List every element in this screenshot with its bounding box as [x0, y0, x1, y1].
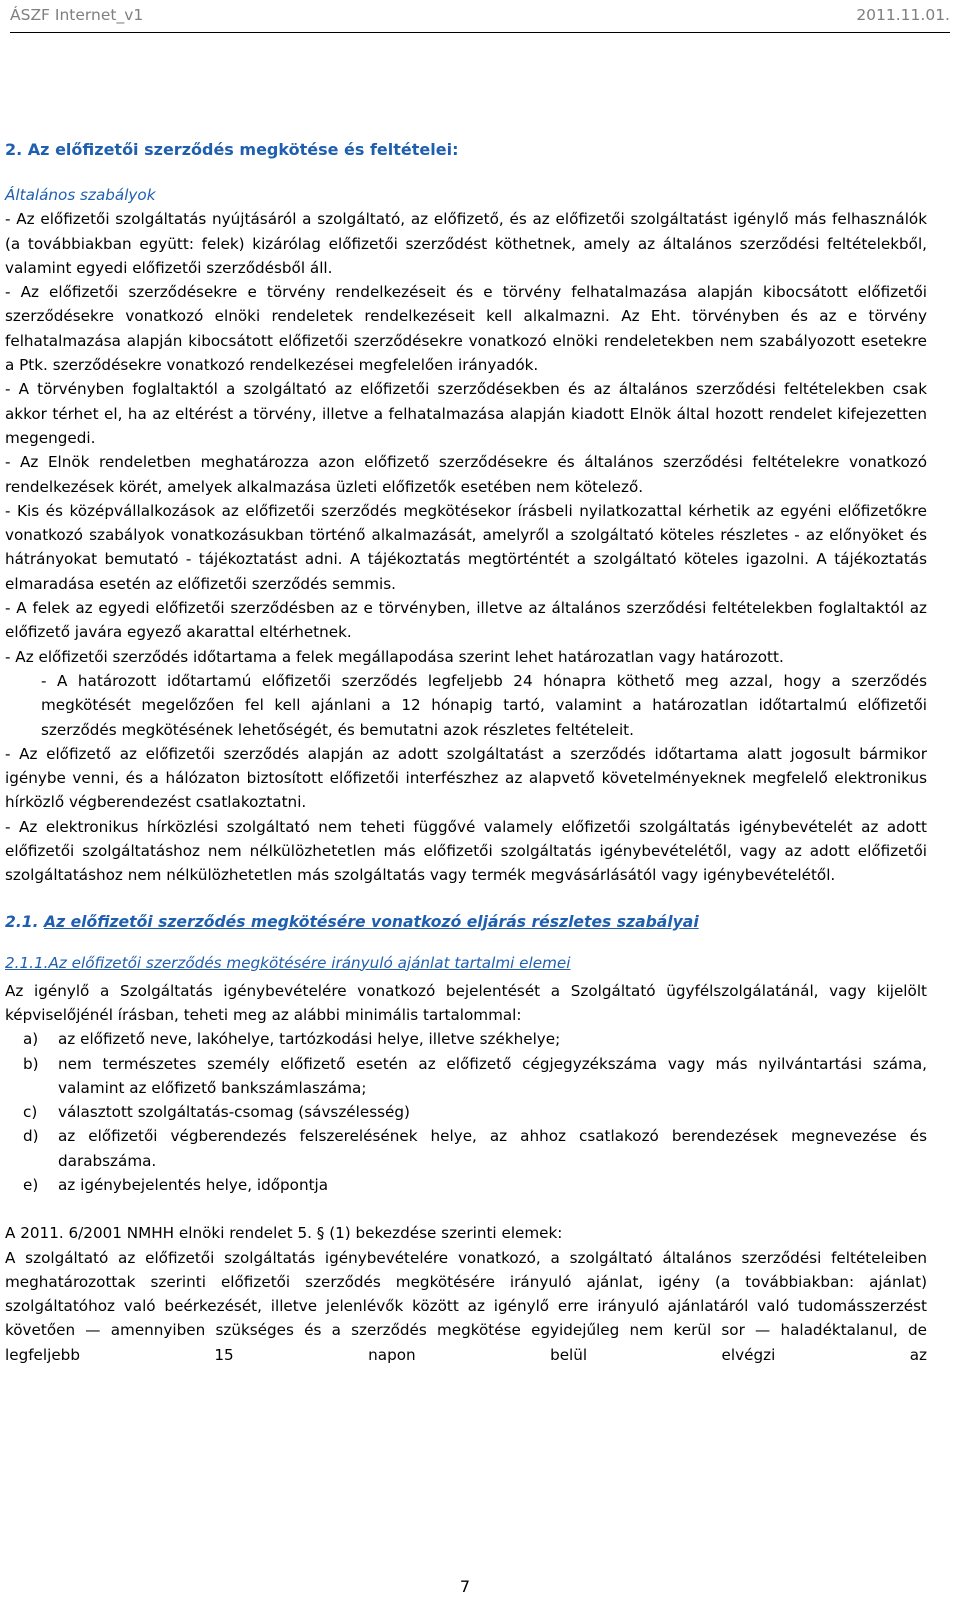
header-date: 2011.11.01. — [856, 6, 950, 24]
section-title: Az előfizetői szerződés megkötése és feltételei: — [27, 140, 459, 159]
paragraph: - Az előfizetői szerződés időtartama a felek megállapodása szerint lehet határozatlan vagy határozott. — [5, 647, 784, 666]
section-number: 2. — [5, 140, 23, 159]
paragraph: - Az előfizetői szolgáltatás nyújtásáról a szolgáltató, az előfizető, és az előfizetői szolgáltatást igénylő más felhasználók (a továbbiakban együtt: felek) kizárólag előfizetői szerződést köthetnek, amely az általános szerződési feltételekből, valamint egyedi előfizetői szerződésből áll. — [5, 210, 927, 277]
list-item — [5, 1100, 927, 1124]
paragraph: - A felek az egyedi előfizetői szerződésben az e törvényben, illetve az általános szerződési feltételekben foglaltaktól az előfizető javára egyező akarattal eltérhetnek. — [5, 599, 927, 642]
spacer — [5, 1197, 927, 1221]
subsubsection-heading: 2.1.1.Az előfizetői szerződés megkötésére irányuló ajánlat tartalmi elemei — [5, 953, 571, 972]
subsection-number: 2.1. — [5, 912, 39, 931]
list-text: nem természetes személy előfizető esetén az előfizető cégjegyzékszáma vagy más nyilvántartási száma, valamint az előfizető bankszámlaszáma; — [58, 1054, 927, 1097]
list-letter: a) — [23, 1030, 39, 1049]
list-text: az igénybejelentés helye, időpontja — [58, 1175, 329, 1194]
intro-paragraph: Az igénylő a Szolgáltatás igénybevételére vonatkozó bejelentését a Szolgáltató ügyfélszolgálatánál, vagy kijelölt képviselőjénél írásban, teheti meg az alábbi minimális tartalommal: — [5, 981, 927, 1024]
list-letter: e) — [23, 1175, 39, 1194]
document-body — [5, 138, 927, 1367]
list-item — [5, 1124, 927, 1173]
list-text: az előfizető neve, lakóhelye, tartózkodási helye, illetve székhelye; — [58, 1030, 561, 1049]
paragraph: - Az előfizető az előfizetői szerződés alapján az adott szolgáltatást a szerződés időtartama alatt jogosult bármikor igénybe venni, és a hálózaton biztosított előfizetői interfészhez az alapvető követelményeknek megfelelő elektronikus hírközlő végberendezést csatlakoztatni. — [5, 744, 927, 812]
paragraph: - A törvényben foglaltaktól a szolgáltató az előfizetői szerződésekben és az általános szerződési feltételekben csak akkor térhet el, ha az eltérést a törvény, illetve a felhatalmazása alapján kiadott Elnök által hozott rendelet kifejezetten megengedi. — [5, 380, 927, 447]
paragraph: - Kis és középvállalkozások az előfizetői szerződés megkötésekor írásbeli nyilatkozattal kérhetik az egyéni előfizetőkre vonatkozó szabályok vonatkozásukban történő alkalmazását, amelyről a szolgáltató köteles részletes - az előnyöket és hátrányokat bemutató - tájékoztatást adni. A tájékoztatás megtörténtét a szolgáltató köteles igazolni. A tájékoztatás elmaradása esetén az előfizetői szerződés semmis. — [5, 501, 927, 593]
list-item — [5, 1052, 927, 1101]
page-header — [10, 2, 950, 33]
header-doc-name: ÁSZF Internet_v1 — [10, 6, 144, 24]
decree-reference: A 2011. 6/2001 NMHH elnöki rendelet 5. § (1) bekezdése szerinti elemek: — [5, 1224, 563, 1243]
subsection-heading — [5, 910, 927, 934]
general-rules-heading: Általános szabályok — [5, 186, 156, 204]
list-item — [5, 1027, 927, 1051]
list-item — [5, 1173, 927, 1197]
list-letter: d) — [23, 1127, 39, 1146]
paragraph: - Az előfizetői szerződésekre e törvény rendelkezéseit és e törvény felhatalmazása alapján kibocsátott előfizetői szerződésekre vonatkozó elnöki rendeletek rendelkezéseit kell alkalmazni. Az Eht. törvényben és az e törvény felhatalmazása alapján kibocsátott előfizetői szerződésekre vonatkozó elnöki rendeletekben nem szabályozott esetekre a Ptk. szerződésekre vonatkozó rendelkezései megfelelően irányadók. — [5, 283, 927, 375]
list-text: választott szolgáltatás-csomag (sávszélesség) — [58, 1103, 410, 1122]
paragraph: - Az Elnök rendeletben meghatározza azon előfizető szerződésekre és általános szerződési feltételekre vonatkozó rendelkezések körét, amelyek alkalmazása üzleti előfizetők esetében nem kötelező. — [5, 453, 927, 496]
subsection-title: Az előfizetői szerződés megkötésére vonatkozó eljárás részletes szabályai — [44, 912, 699, 931]
requirements-list — [5, 1027, 927, 1197]
list-text: az előfizetői végberendezés felszerelésének helye, az ahhoz csatlakozó berendezések megnevezése és darabszáma. — [58, 1127, 927, 1170]
indented-paragraph: - A határozott időtartamú előfizetői szerződés legfeljebb 24 hónapra köthető meg azzal, hogy a szerződés megkötését megelőzően fel kell ajánlani a 12 hónapig tartó, valamint a határozatlan időtartalmú előfizetői szerződés megkötésének lehetőségét, és bemutatni azok részletes feltételeit. — [41, 671, 927, 739]
decree-paragraph: A szolgáltató az előfizetői szolgáltatás igénybevételére vonatkozó, a szolgáltató általános szerződési feltételeiben meghatározottak szerinti előfizetői szerződés megkötésére irányuló ajánlat, igény (a továbbiakban: ajánlat) szolgáltatóhoz való beérkezését, illetve jelenlévők között az igénylő erre irányuló ajánlatáról való tudomásszerzést követően — amennyiben szükséges és a szerződés megkötése egyidejűleg nem kerül sor — haladéktalanul, de legfeljebb 15 napon belül elvégzi az — [5, 1248, 927, 1364]
page-number: 7 — [459, 1577, 471, 1596]
paragraph: - Az elektronikus hírközlési szolgáltató nem teheti függővé valamely előfizetői szolgáltatás igénybevételét az adott előfizetői szolgáltatáshoz nem nélkülözhetetlen más előfizetői szolgáltatás igénybevételétől, vagy az adott előfizetői szolgáltatáshoz nem nélkülözhetetlen más szolgáltatás vagy termék megvásárlásától vagy igénybevételétől. — [5, 817, 927, 885]
list-letter: b) — [23, 1054, 39, 1073]
section-heading — [5, 138, 927, 162]
list-letter: c) — [23, 1103, 38, 1122]
